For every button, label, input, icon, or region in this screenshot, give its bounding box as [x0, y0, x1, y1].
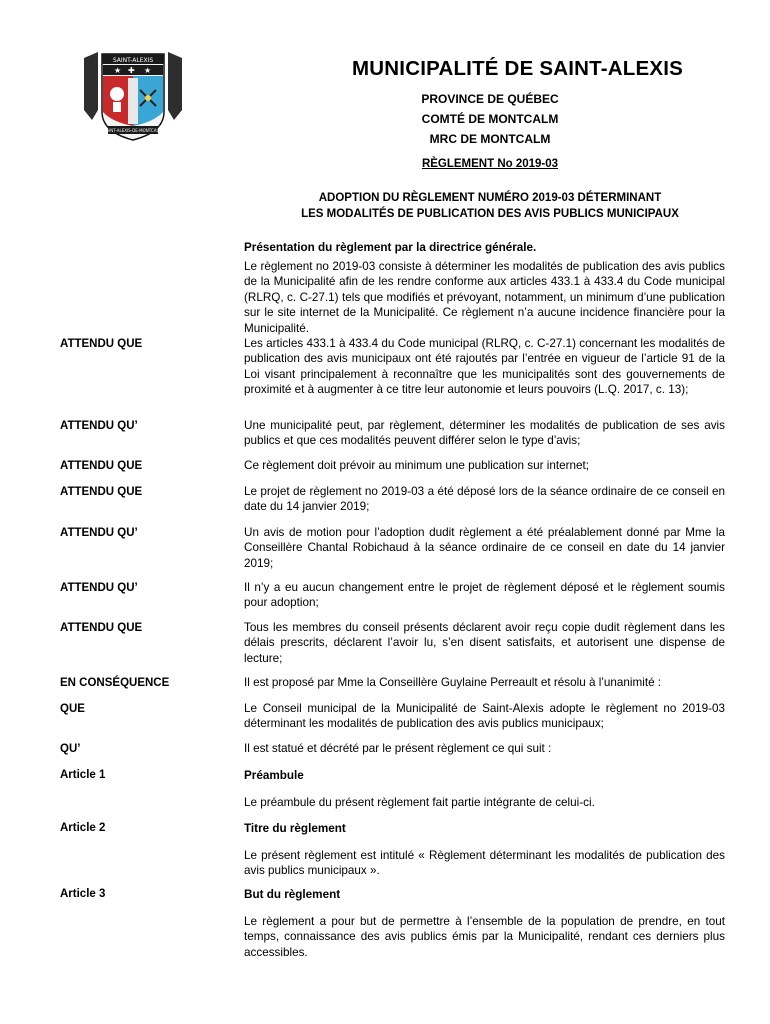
svg-text:SAINT-ALEXIS: SAINT-ALEXIS — [112, 57, 154, 64]
reglement-number: RÈGLEMENT No 2019-03 — [421, 158, 559, 170]
presentation-heading: Présentation du règlement par la directrice générale. — [244, 241, 537, 254]
article-label: Article 2 — [60, 822, 106, 834]
clause-text: Il est statué et décrété par le présent règlement ce qui suit : — [244, 742, 552, 755]
clause-text: Les articles 433.1 à 433.4 du Code municipal (RLRQ, c. C-27.1) concernant les modalités de publication des avis municipaux ont été rajoutés par l’entrée en vigueur de l’article 91 de la Loi visant principalement à reconnaître que les municipalités sont des gouvernements de proximité et à augmenter à ce titre leur autonomie et leurs pouvoirs (L.Q. 2017, c. 13); — [244, 337, 725, 397]
clause-label: ATTENDU QU’ — [60, 527, 138, 539]
clause-label: EN CONSÉQUENCE — [60, 677, 170, 689]
clause-label: ATTENDU QU’ — [60, 420, 138, 432]
clause-text: Un avis de motion pour l’adoption dudit règlement a été préalablement donné par Mme la Conseillère Chantal Robichaud à la séance ordinaire de ce conseil en date du 14 janvier 2019; — [244, 526, 725, 570]
clause-label: ATTENDU QUE — [60, 622, 143, 634]
presentation-body: Le règlement no 2019-03 consiste à déterminer les modalités de publication des avis publics de la Municipalité afin de les rendre conforme aux articles 433.1 à 433.4 du Code municipal (RLRQ, c. C-27.1) tels que modifiés et prévoyant, notamment, un minimum d’une publication sur le site internet de la Municipalité. Ce règlement n’a aucune incidence financière pour la Municipalité. — [244, 260, 725, 335]
clause-label: ATTENDU QUE — [60, 486, 143, 498]
svg-text:✚: ✚ — [128, 66, 135, 75]
article-title: Préambule — [244, 769, 304, 782]
clause-label: ATTENDU QU’ — [60, 582, 138, 594]
svg-text:★: ★ — [144, 66, 152, 75]
article-title: Titre du règlement — [244, 822, 346, 835]
svg-text:★: ★ — [114, 66, 122, 75]
mrc-line: MRC DE MONTCALM — [429, 132, 551, 146]
clause-label: QUE — [60, 703, 85, 715]
province-line: PROVINCE DE QUÉBEC — [421, 92, 559, 106]
adoption-title-line-1: ADOPTION DU RÈGLEMENT NUMÉRO 2019-03 DÉTERMINANT — [318, 192, 662, 204]
clause-text: Il n’y a eu aucun changement entre le projet de règlement déposé et le règlement soumis pour adoption; — [244, 581, 725, 610]
clause-label: ATTENDU QUE — [60, 460, 143, 472]
clause-label: QU’ — [60, 743, 81, 755]
clause-text: Une municipalité peut, par règlement, déterminer les modalités de publication de ses avis publics et que ces modalités peuvent différer selon le type d’avis; — [244, 419, 725, 448]
adoption-title-line-2: LES MODALITÉS DE PUBLICATION DES AVIS PUBLICS MUNICIPAUX — [301, 208, 679, 220]
municipality-title: MUNICIPALITÉ DE SAINT-ALEXIS — [352, 57, 683, 80]
article-label: Article 3 — [60, 888, 106, 900]
article-text: Le préambule du présent règlement fait partie intégrante de celui-ci. — [244, 796, 595, 809]
clause-text: Tous les membres du conseil présents déclarent avoir reçu copie dudit règlement dans les délais prescrits, déclarent l’avoir lu, s’en disent satisfaits, et autorisent une dispense de lecture; — [244, 621, 725, 665]
clause-label: ATTENDU QUE — [60, 338, 143, 350]
article-title: But du règlement — [244, 888, 341, 901]
clause-text: Il est proposé par Mme la Conseillère Guylaine Perreault et résolu à l’unanimité : — [244, 676, 662, 689]
comte-line: COMTÉ DE MONTCALM — [421, 112, 559, 126]
clause-text: Le projet de règlement no 2019-03 a été déposé lors de la séance ordinaire de ce conseil en date du 14 janvier 2019; — [244, 485, 725, 514]
clause-text: Le Conseil municipal de la Municipalité de Saint-Alexis adopte le règlement no 2019-03 déterminant les modalités de publication des avis publics municipaux; — [244, 702, 725, 731]
svg-text:SAINT-ALEXIS-DE-MONTCALM: SAINT-ALEXIS-DE-MONTCALM — [103, 128, 163, 133]
article-text: Le présent règlement est intitulé « Règlement déterminant les modalités de publication des avis publics municipaux ». — [244, 849, 725, 878]
clause-text: Ce règlement doit prévoir au minimum une publication sur internet; — [244, 459, 589, 472]
municipal-crest-logo — [82, 50, 184, 142]
article-text: Le règlement a pour but de permettre à l’ensemble de la population de prendre, en tout temps, connaissance des avis publics émis par la Municipalité, rendant ces derniers plus accessibles. — [244, 915, 725, 959]
article-label: Article 1 — [60, 769, 106, 781]
